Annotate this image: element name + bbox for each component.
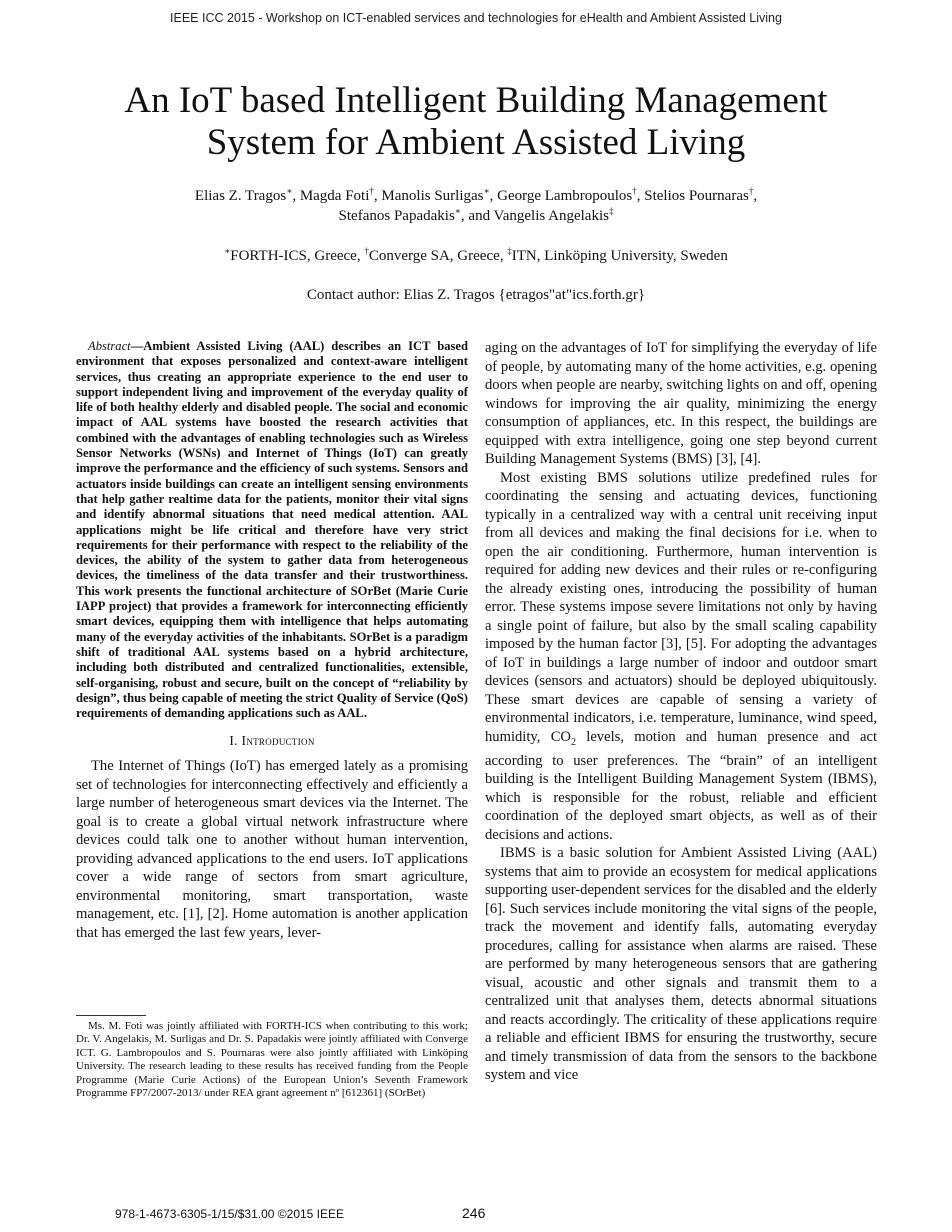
author-name: , George Lambropoulos [489,188,633,204]
intro-paragraph-1: The Internet of Things (IoT) has emerged lately as a promising set of technologies for interconnecting effectively and efficiently a large number of heterogeneous smart devices via the Internet. The goal is to create a global virtual network infrastructure where devices could talk one to another without human intervention, providing advanced applications to the end users. IoT applications cover a wide range of sectors from smart agriculture, environmental monitoring, smart transportation, waste management, etc. [1], [2]. Home automation is another application that has emerged the last few years, lever- [76,758,468,941]
abstract-label: Abstract [88,339,131,353]
page-number: 246 [462,1205,486,1221]
author-separator: , [753,188,758,204]
left-column [76,339,468,942]
title-line-2: System for Ambient Assisted Living [206,122,746,163]
author-name: , Stelios Pournaras [636,188,749,204]
author-list [100,186,852,226]
contact-author: Contact author: Elias Z. Tragos {etragos"at"ics.forth.gr} [306,287,646,303]
author-name: Elias Z. Tragos [194,188,287,204]
title-line-1: An IoT based Intelligent Building Management [124,80,828,121]
affiliation-marker: † [364,246,369,256]
paper-title [60,80,892,164]
author-marker: † [369,186,374,196]
subscript: 2 [570,736,576,748]
affiliation-marker: ∗ [224,246,231,256]
right-column [485,339,877,1085]
author-marker: ∗ [483,186,490,196]
section-title: Introduction [241,733,315,749]
body-paragraph: IBMS is a basic solution for Ambient Assisted Living (AAL) systems that aim to provide an ecosystem for medical applications supporting user-dependent services for the disabled and the elderly [6]. Such services include monitoring the vital signs of the people, track the movement and identify falls, automating everyday procedures, calling for assistance when alarms are raised. These are performed by many heterogeneous sensors that are gathering visual, acoustic and other signals and transmit them to a centralized unit that analyses them, detects abnormal situations and reacts accordingly. The criticality of these applications require a reliable and efficient IBMS for ensuring the trustworthy, secure and timely transmission of data from the sensors to the backbone system and vice [485,845,877,1084]
author-marker: ∗ [454,206,461,216]
author-name: , Manolis Surligas [373,188,484,204]
affiliation-text: ITN, Linköping University, Sweden [511,248,728,264]
section-number: I. [229,733,242,749]
footnote-rule [76,1015,146,1016]
body-paragraph [485,469,877,845]
body-paragraph: aging on the advantages of IoT for simplifying the everyday of life of people, by automating many of the home activities, e.g. opening doors when people are nearby, switching lights on and off, opening windows for improving the air quality, minimizing the energy consumption of appliances, etc. In this respect, the buildings are equipped with extra intelligence, going one step beyond current Building Management Systems (BMS) [3], [4]. [485,340,877,467]
copyright-line: 978-1-4673-6305-1/15/$31.00 ©2015 IEEE [115,1207,345,1221]
author-marker: ∗ [286,186,293,196]
abstract-text: —Ambient Assisted Living (AAL) describes an ICT based environment that exposes personalized and context-aware intelligent services, thus creating an appropriate experience to the end user to support independent living and improvement of the everyday quality of life of both healthy elderly and disabled people. The social and economic impact of AAL systems have boosted the research activities that combined with the advantages of enabling technologies such as Wireless Sensor Networks (WSNs) and Internet of Things (IoT) can greatly improve the performance and the efficiency of such systems. Sensors and actuators inside buildings can create an intelligent sensing environments that help gather realtime data for the patients, monitor their vital signs and identify abnormal situations that need medical attention. AAL applications might be life critical and therefore have very strict requirements for their performance with respect to the reliability of the devices, the ability of the system to gather data from heterogeneous devices, the timeliness of the data transfer and their trustworthiness. This work presents the functional architecture of SOrBet (Marie Curie IAPP project) that provides a framework for interconnecting efficiently smart devices, equipping them with intelligence that helps automating many of the everyday activities of the inhabitants. SOrBet is a paradigm shift of traditional AAL systems based on a hybrid architecture, including both distributed and centralized functionalities, extensible, self-organising, robust and secure, built on the concept of “reliability by design”, thus being capable of meeting the strict Quality of Service (QoS) requirements of demanding applications such as AAL. [76,339,468,721]
affiliation-marker: ‡ [507,246,512,256]
conference-header: IEEE ICC 2015 - Workshop on ICT-enabled services and technologies for eHealth and Ambient Assisted Living [170,11,782,25]
affiliation-text: Converge SA, Greece, [368,248,508,264]
author-name: , and Vangelis Angelakis [460,208,609,224]
body-text: levels, motion and human presence and act according to user preferences. The “brain” of an intelligent building is the Intelligent Building Management System (IBMS), which is responsible for the robust, reliable and efficient coordination of the deployed smart objects, as well as of their decisions and actions. [485,728,878,843]
author-marker: † [748,186,754,196]
affiliation-text: FORTH-ICS, Greece, [230,248,365,264]
author-marker: † [632,186,637,196]
body-text: Most existing BMS solutions utilize predefined rules for coordinating the sensing and actuating devices, functioning typically in a centralized way with a central unit receiving input from all devices and making the final decisions for i.e. when to open the air conditioning. Furthermore, human intervention is required for adding new devices and their rules or re-configuring the already existing ones, introducing the possibility of human error. These systems impose severe limitations not only by having a single point of failure, but also by the small scaling capability imposed by the human factor [3], [5]. For adopting the advantages of IoT in buildings a large number of indoor and outdoor smart devices (sensors and actuators) should be deployed ubiquitously. These smart devices are capable of sensing a variety of environmental indicators, i.e. temperature, luminance, wind speed, humidity, CO [485,469,877,745]
author-name: , Magda Foti [292,188,370,204]
affiliations [100,248,852,265]
author-marker: ‡ [608,206,614,216]
section-heading-introduction [76,733,468,749]
footnote: Ms. M. Foti was jointly affiliated with FORTH-ICS when contributing to this work; Dr. V. Angelakis, M. Surligas and Dr. S. Papadakis were jointly affiliated with Converge ICT. G. Lambropoulos and S. Pournaras were also jointly affiliated with Linköping University. The research leading to these results has received funding from the People Programme (Marie Curie Actions) of the European Union’s Seventh Framework Programme FP7/2007-2013/ under REA grant agreement nº [612361] (SOrBet) [76,1020,468,1100]
abstract [76,339,468,721]
author-name: Stefanos Papadakis [338,208,455,224]
